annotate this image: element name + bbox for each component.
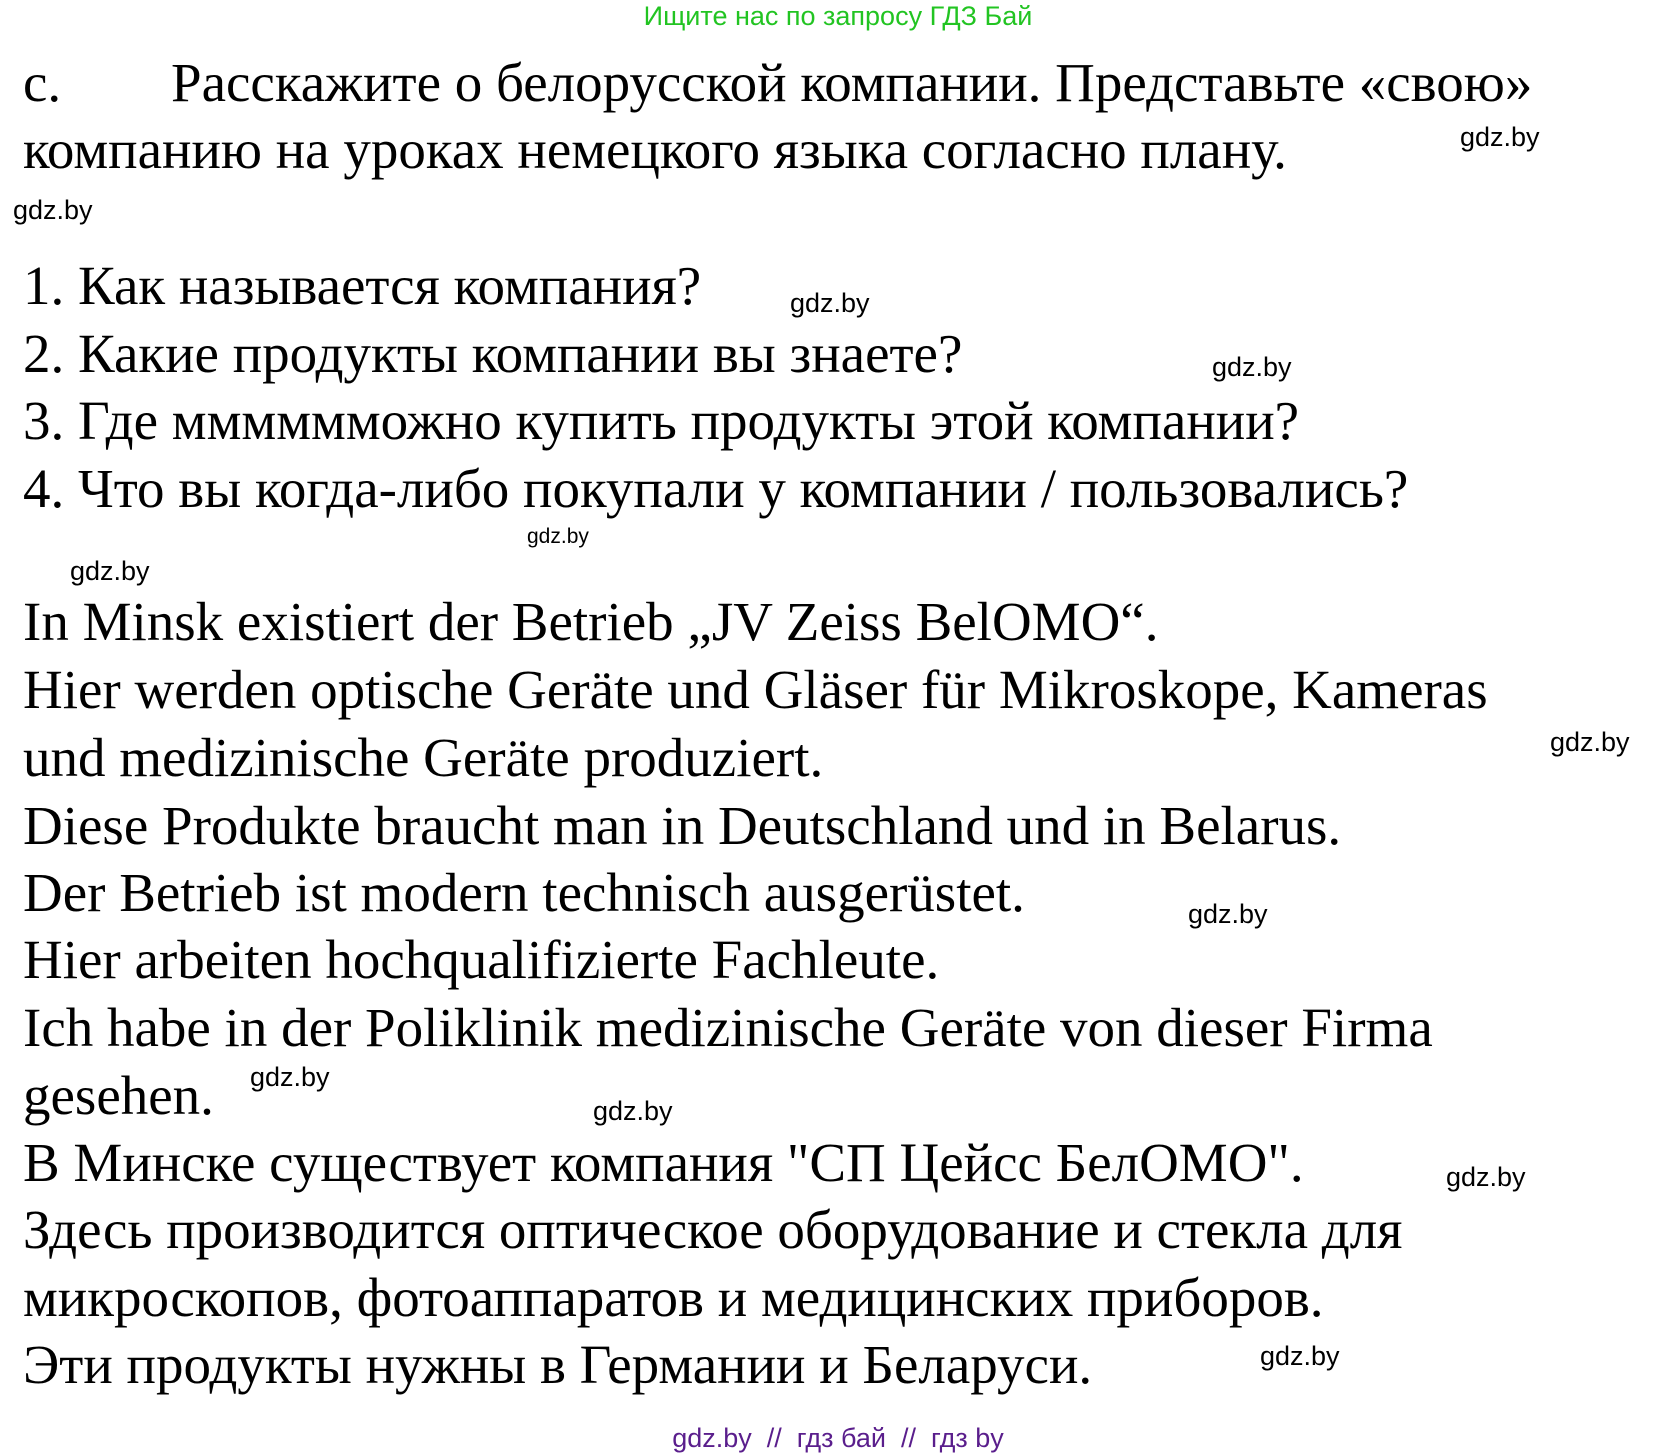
russian-line-4: Эти продукты нужны в Германии и Беларуси. — [23, 1334, 1093, 1395]
watermark: gdz.by — [1446, 1162, 1526, 1192]
task-line-2: компанию на уроках немецкого языка согласно плану. — [23, 119, 1287, 180]
german-line-6: Hier arbeiten hochqualifizierte Fachleute. — [23, 929, 940, 990]
task-letter: с. — [23, 52, 62, 113]
question-3: 3. Где мммммможно купить продукты этой компании? — [23, 390, 1300, 451]
german-line-5: Der Betrieb ist modern technisch ausgerüstet. — [23, 862, 1025, 923]
watermark: gdz.by — [70, 556, 150, 586]
search-hint-banner: Ищите нас по запросу ГДЗ Бай — [643, 1, 1033, 31]
watermark: gdz.by — [527, 525, 589, 548]
watermark: gdz.by — [1550, 727, 1630, 757]
watermark: gdz.by — [1212, 352, 1292, 382]
footer-links: gdz.by // гдз бай // гдз by — [672, 1423, 1004, 1453]
watermark: gdz.by — [1260, 1341, 1340, 1371]
russian-line-1: В Минске существует компания "СП Цейсс БелОМО". — [23, 1132, 1304, 1193]
watermark: gdz.by — [1460, 122, 1540, 152]
german-line-2: Hier werden optische Geräte und Gläser für Mikroskope, Kameras — [23, 659, 1488, 720]
russian-line-2: Здесь производится оптическое оборудование и стекла для — [23, 1199, 1403, 1260]
watermark: gdz.by — [250, 1062, 330, 1092]
watermark: gdz.by — [1188, 899, 1268, 929]
question-4: 4. Что вы когда-либо покупали у компании / пользовались? — [23, 458, 1409, 519]
german-line-3: und medizinische Geräte produziert. — [23, 727, 824, 788]
question-2: 2. Какие продукты компании вы знаете? — [23, 323, 963, 384]
task-line-1 — [23, 50, 1532, 116]
question-1: 1. Как называется компания? — [23, 255, 702, 316]
german-line-7: Ich habe in der Poliklinik medizinische Geräte von dieser Firma — [23, 997, 1433, 1058]
watermark: gdz.by — [790, 288, 870, 318]
watermark: gdz.by — [13, 195, 93, 225]
task-text-1: Расскажите о белорусской компании. Представьте «свою» — [171, 52, 1533, 113]
watermark: gdz.by — [593, 1096, 673, 1126]
german-line-4: Diese Produkte braucht man in Deutschland und in Belarus. — [23, 795, 1342, 856]
russian-line-3: микроскопов, фотоаппаратов и медицинских приборов. — [23, 1267, 1324, 1328]
german-line-8: gesehen. — [23, 1065, 214, 1126]
german-line-1: In Minsk existiert der Betrieb „JV Zeiss BelOMO“. — [23, 591, 1159, 652]
